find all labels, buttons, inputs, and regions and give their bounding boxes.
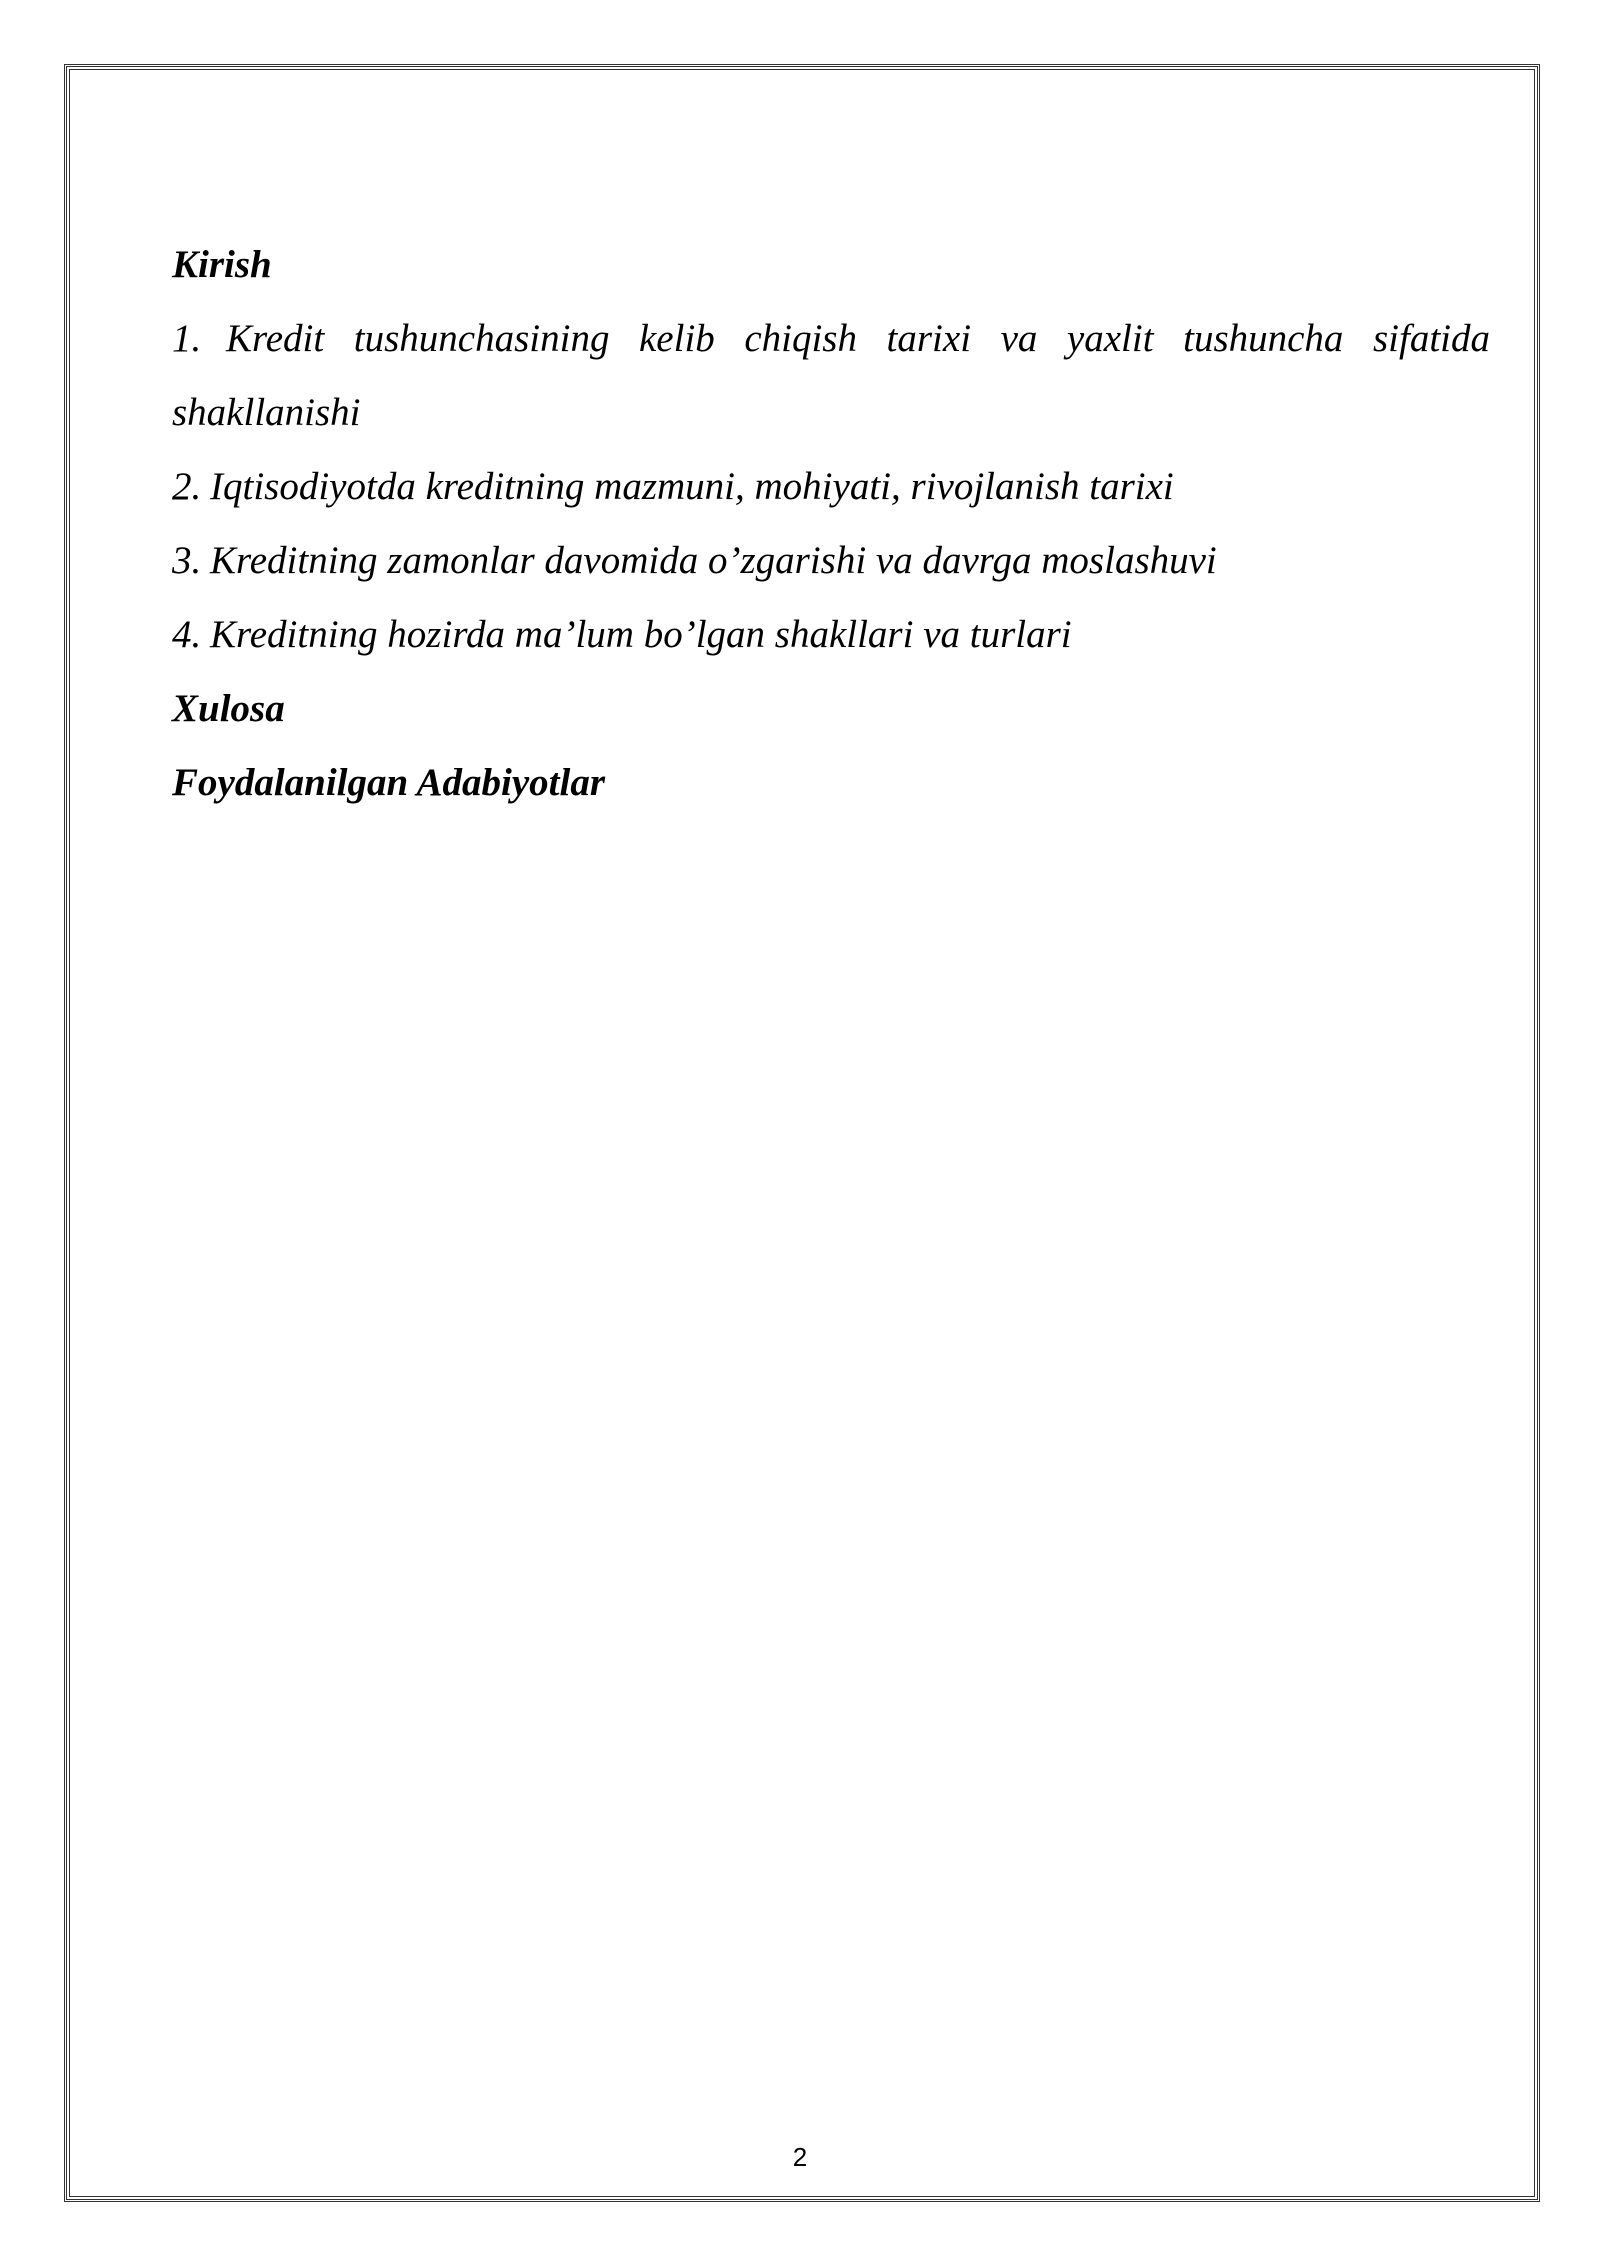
toc-intro: Kirish: [172, 243, 272, 286]
toc-item-3: [172, 524, 1490, 598]
toc-item-title: Kreditning hozirda ma’lum bo’lgan shakllari va turlari: [210, 613, 1072, 656]
toc-item-4: [172, 598, 1490, 672]
toc-item-1: [172, 302, 1490, 450]
toc-item-number: 4.: [172, 613, 202, 656]
toc-item-number: 3.: [172, 539, 202, 582]
toc-conclusion: Xulosa: [172, 687, 285, 730]
toc-item-2: [172, 450, 1490, 524]
toc-references: Foydalanilgan Adabiyotlar: [172, 761, 606, 804]
toc-item-title: Iqtisodiyotda kreditning mazmuni, mohiyati, rivojlanish tarixi: [210, 465, 1174, 508]
page-number: 2: [792, 2142, 808, 2172]
toc-item-title: Kreditning zamonlar davomida o’zgarishi va davrga moslashuvi: [210, 539, 1217, 582]
toc-item-number: 1.: [172, 317, 202, 360]
table-of-contents: [172, 228, 1490, 820]
toc-item-title: Kredit tushunchasining kelib chiqish tarixi va yaxlit tushuncha sifatida shakllanishi: [172, 317, 1490, 434]
toc-item-number: 2.: [172, 465, 202, 508]
